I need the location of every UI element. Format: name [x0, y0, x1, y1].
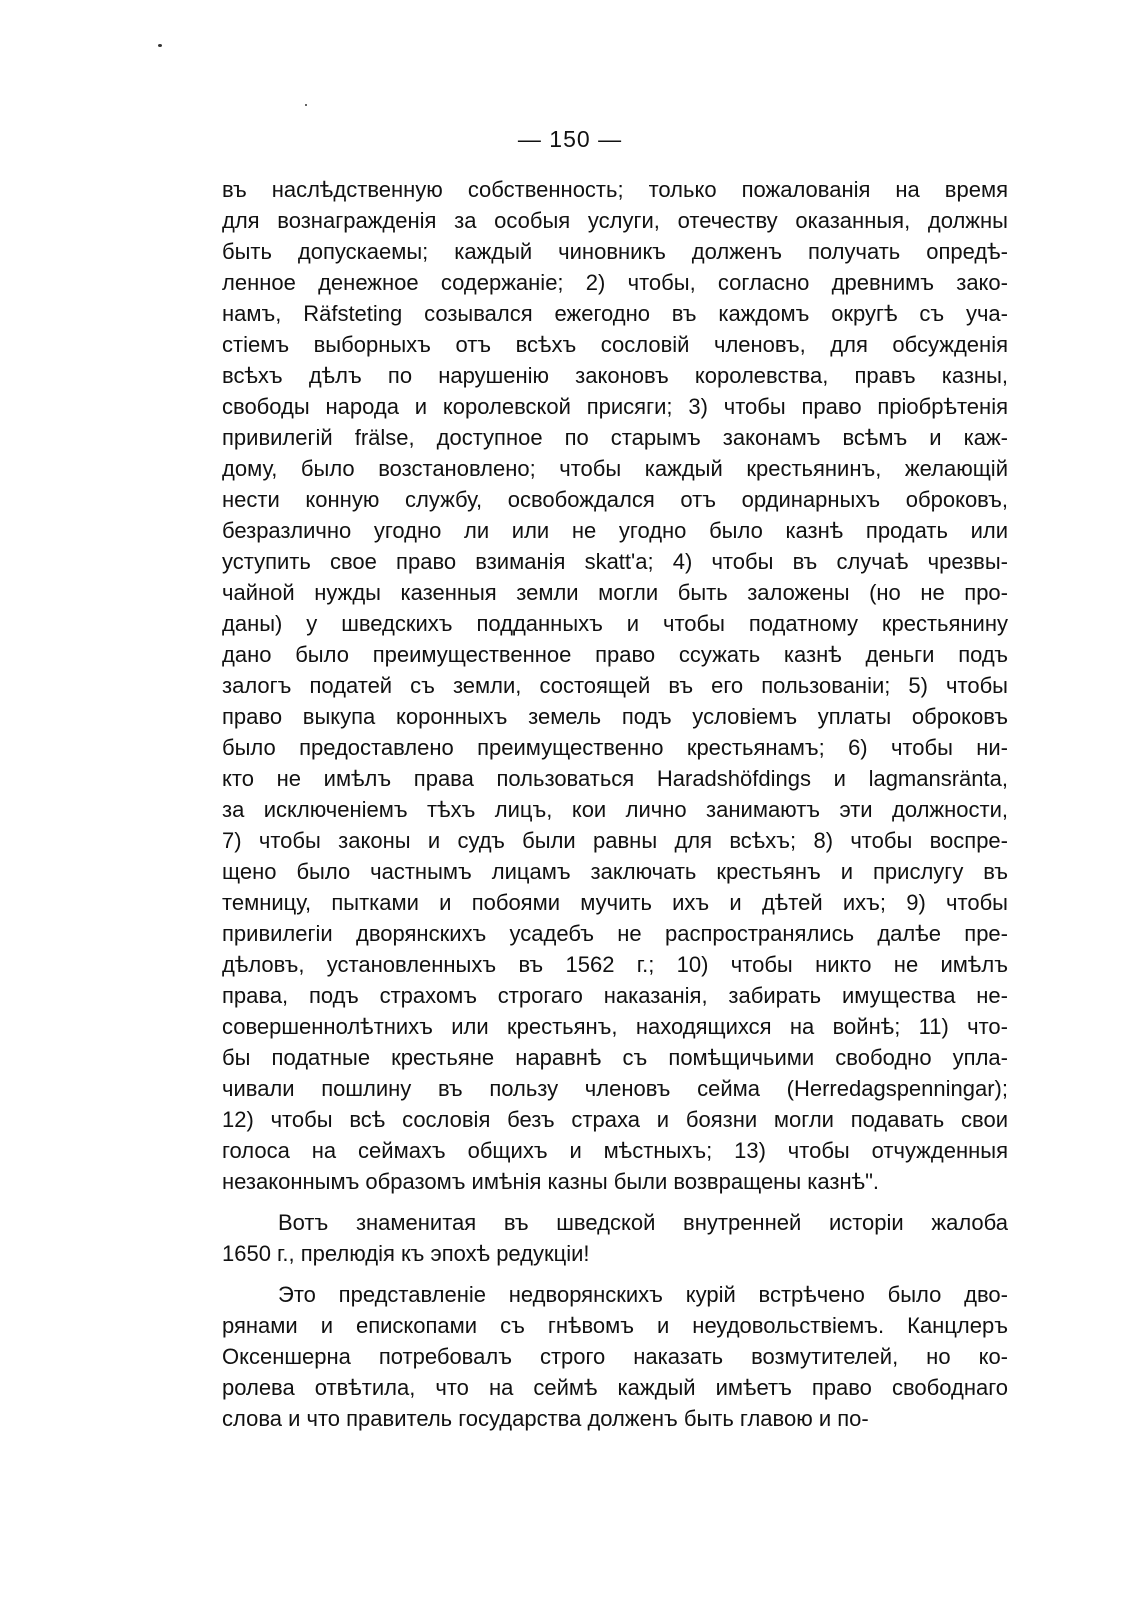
paragraph [222, 174, 1008, 1197]
text-line: привилегій frälse, доступное по старымъ законамъ всѣмъ и каж- [222, 425, 1008, 450]
text-line: Вотъ знаменитая въ шведской внутренней исторіи жалоба [278, 1210, 1008, 1235]
scan-speck [305, 104, 307, 106]
text-line: совершеннолѣтнихъ или крестьянъ, находящихся на войнѣ; 11) что- [222, 1014, 1008, 1039]
text-line: намъ, Räfsteting созывался ежегодно въ каждомъ округѣ съ уча- [222, 301, 1008, 326]
text-line: слова и что правитель государства долженъ быть главою и по- [222, 1406, 869, 1431]
text-line: 12) чтобы всѣ сословія безъ страха и боязни могли подавать свои [222, 1107, 1008, 1132]
text-line: дѣловъ, установленныхъ въ 1562 г.; 10) чтобы никто не имѣлъ [222, 952, 1008, 977]
paragraph [222, 1279, 1008, 1434]
text-line: стіемъ выборныхъ отъ всѣхъ сословій членовъ, для обсужденія [222, 332, 1008, 357]
text-line: 7) чтобы законы и судъ были равны для всѣхъ; 8) чтобы воспре- [222, 828, 1008, 853]
text-line: бы податные крестьяне наравнѣ съ помѣщичьими свободно упла- [222, 1045, 1008, 1070]
text-line: незаконнымъ образомъ имѣнія казны были возвращены казнѣ". [222, 1169, 879, 1194]
text-line: дано было преимущественное право ссужать казнѣ деньги подъ [222, 642, 1008, 667]
paragraph [222, 1207, 1008, 1269]
text-line: быть допускаемы; каждый чиновникъ долженъ получать опредѣ- [222, 239, 1008, 264]
text-line: для вознагражденія за особыя услуги, отечеству оказанныя, должны [222, 208, 1008, 233]
text-line: голоса на сеймахъ общихъ и мѣстныхъ; 13) чтобы отчужденныя [222, 1138, 1008, 1163]
text-line: привилегіи дворянскихъ усадебъ не распространялись далѣе пре- [222, 921, 1008, 946]
text-line: дому, было возстановлено; чтобы каждый крестьянинъ, желающій [222, 456, 1008, 481]
scan-speck [158, 44, 162, 47]
text-line: уступить свое право взиманія skatt'a; 4) чтобы въ случаѣ чрезвы- [222, 549, 1008, 574]
text-line: щено было частнымъ лицамъ заключать крестьянъ и прислугу въ [222, 859, 1008, 884]
text-line: было предоставлено преимущественно крестьянамъ; 6) чтобы ни- [222, 735, 1008, 760]
text-line: безразлично угодно ли или не угодно было казнѣ продать или [222, 518, 1008, 543]
text-line: залогъ податей съ земли, состоящей въ его пользованіи; 5) чтобы [222, 673, 1008, 698]
text-line: ролева отвѣтила, что на сеймѣ каждый имѣетъ право свободнаго [222, 1375, 1008, 1400]
text-line: Оксеншерна потребовалъ строго наказать возмутителей, но ко- [222, 1344, 1008, 1369]
text-line: темницу, пытками и побоями мучить ихъ и дѣтей ихъ; 9) чтобы [222, 890, 1008, 915]
text-line: права, подъ страхомъ строгаго наказанія, забирать имущества не- [222, 983, 1008, 1008]
text-line: всѣхъ дѣлъ по нарушенію законовъ королевства, правъ казны, [222, 363, 1008, 388]
text-line: нести конную службу, освобождался отъ ординарныхъ оброковъ, [222, 487, 1008, 512]
text-line: свободы народа и королевской присяги; 3) чтобы право пріобрѣтенія [222, 394, 1008, 419]
text-line: рянами и епископами съ гнѣвомъ и неудовольствіемъ. Канцлеръ [222, 1313, 1008, 1338]
text-line: Это представленіе недворянскихъ курій встрѣчено было дво- [278, 1282, 1008, 1307]
text-line: чивали пошлину въ пользу членовъ сейма (Herredagspenningar); [222, 1076, 1008, 1101]
text-line: кто не имѣлъ права пользоваться Haradshöfdings и lagmansränta, [222, 766, 1008, 791]
page-number: — 150 — [517, 126, 623, 152]
text-line: 1650 г., прелюдія къ эпохѣ редукціи! [222, 1241, 590, 1266]
body-text [222, 174, 1008, 1434]
text-line: за исключеніемъ тѣхъ лицъ, кои лично занимаютъ эти должности, [222, 797, 1008, 822]
text-line: чайной нужды казенныя земли могли быть заложены (но не про- [222, 580, 1008, 605]
text-line: право выкупа коронныхъ земель подъ условіемъ уплаты оброковъ [222, 704, 1008, 729]
text-line: ленное денежное содержаніе; 2) чтобы, согласно древнимъ зако- [222, 270, 1008, 295]
text-line: даны) у шведскихъ подданныхъ и чтобы податному крестьянину [222, 611, 1008, 636]
text-line: въ наслѣдственную собственность; только пожалованія на время [222, 177, 1008, 202]
